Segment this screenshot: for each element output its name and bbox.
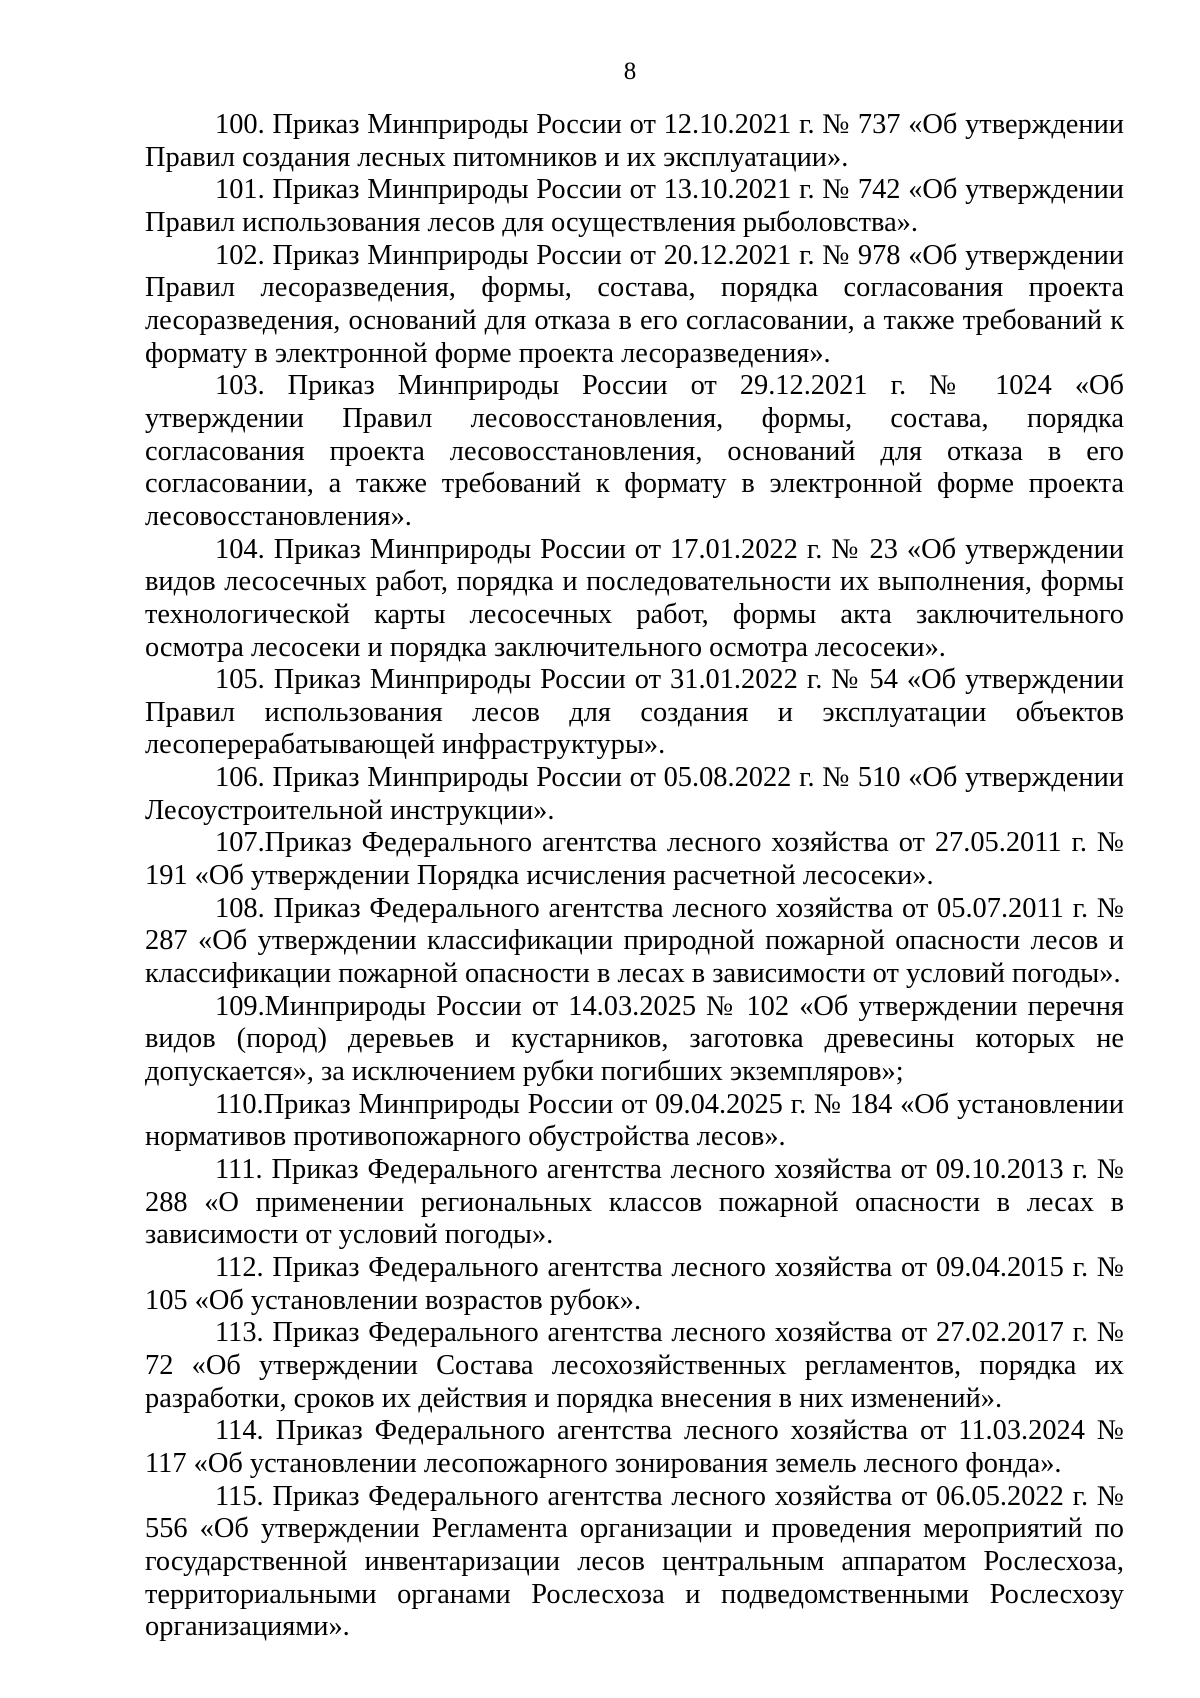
list-item: 104. Приказ Минприроды России от 17.01.2022 г. № 23 «Об утверждении видов лесосечных работ, порядка и последовательности их выполнения, формы технологической карты лесосечных работ, формы акта заключительного осмотра лесосеки и порядка заключительного осмотра лесосеки». — [145, 533, 1124, 663]
list-item: 102. Приказ Минприроды России от 20.12.2021 г. № 978 «Об утверждении Правил лесоразведения, формы, состава, порядка согласования проекта лесоразведения, оснований для отказа в его согласовании, а также требований к формату в электронной форме проекта лесоразведения». — [145, 239, 1124, 369]
page-number: 8 — [623, 58, 637, 85]
list-item: 113. Приказ Федерального агентства лесного хозяйства от 27.02.2017 г. № 72 «Об утверждении Состава лесохозяйственных регламентов, порядка их разработки, сроков их действия и порядка внесения в них изменений». — [145, 1317, 1124, 1414]
list-item: 103. Приказ Минприроды России от 29.12.2021 г. № 1024 «Об утверждении Правил лесовосстановления, формы, состава, порядка согласования проекта лесовосстановления, оснований для отказа в его согласовании, а также требований к формату в электронной форме проекта лесовосстановления». — [145, 370, 1124, 532]
list-item: 111. Приказ Федерального агентства лесного хозяйства от 09.10.2013 г. № 288 «О применении региональных классов пожарной опасности в лесах в зависимости от условий погоды». — [145, 1154, 1124, 1251]
list-item: 100. Приказ Минприроды России от 12.10.2021 г. № 737 «Об утверждении Правил создания лесных питомников и их эксплуатации». — [145, 109, 1124, 173]
list-item: 115. Приказ Федерального агентства лесного хозяйства от 06.05.2022 г. № 556 «Об утверждении Регламента организации и проведения мероприятий по государственной инвентаризации лесов центральным аппаратом Рослесхоза, территориальными органами Рослесхоза и подведомственными Рослесхозу организациями». — [145, 1480, 1124, 1643]
list-item: 101. Приказ Минприроды России от 13.10.2021 г. № 742 «Об утверждении Правил использования лесов для осуществления рыболовства». — [145, 174, 1124, 238]
list-item: 112. Приказ Федерального агентства лесного хозяйства от 09.04.2015 г. № 105 «Об установлении возрастов рубок». — [145, 1251, 1124, 1316]
list-item: 109.Минприроды России от 14.03.2025 № 102 «Об утверждении перечня видов (пород) деревьев и кустарников, заготовка древесины которых не допускается», за исключением рубки погибших экземпляров»; — [145, 990, 1124, 1088]
list-item: 107.Приказ Федерального агентства лесного хозяйства от 27.05.2011 г. № 191 «Об утверждении Порядка исчисления расчетной лесосеки». — [145, 827, 1124, 892]
list-item: 110.Приказ Минприроды России от 09.04.2025 г. № 184 «Об установлении нормативов противопожарного обустройства лесов». — [145, 1088, 1124, 1153]
list-item: 105. Приказ Минприроды России от 31.01.2022 г. № 54 «Об утверждении Правил использования лесов для создания и эксплуатации объектов лесоперерабатывающей инфраструктуры». — [145, 664, 1124, 761]
list-item: 106. Приказ Минприроды России от 05.08.2022 г. № 510 «Об утверждении Лесоустроительной инструкции». — [145, 762, 1124, 826]
document-body — [145, 109, 1124, 1644]
list-item: 108. Приказ Федерального агентства лесного хозяйства от 05.07.2011 г. № 287 «Об утверждении классификации природной пожарной опасности лесов и классификации пожарной опасности в лесах в зависимости от условий погоды». — [145, 892, 1124, 990]
list-item: 114. Приказ Федерального агентства лесного хозяйства от 11.03.2024 № 117 «Об установлении лесопожарного зонирования земель лесного фонда». — [145, 1415, 1124, 1479]
